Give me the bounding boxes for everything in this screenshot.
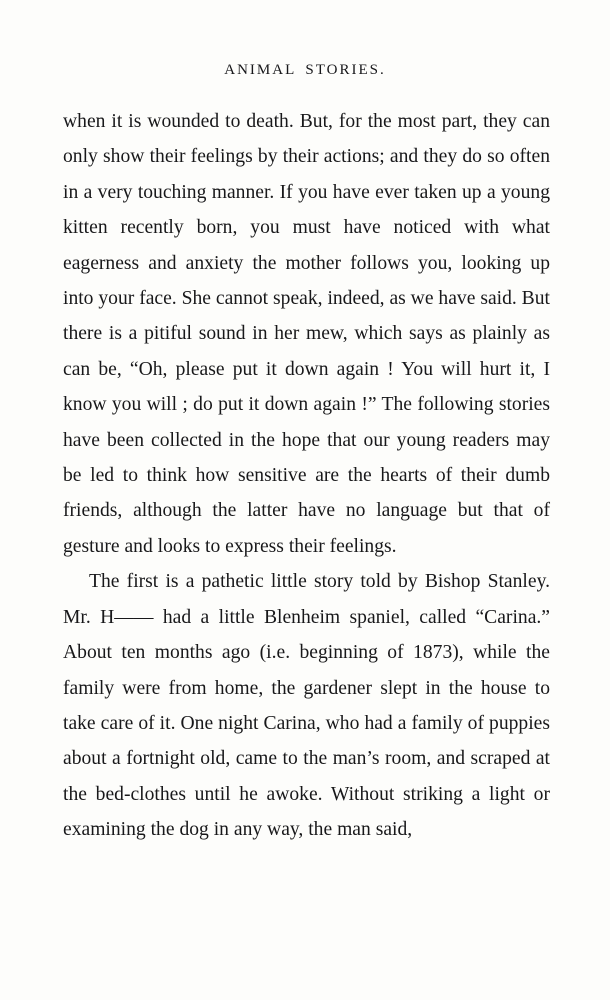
paragraph: when it is wounded to death. But, for the most part, they can only show their feelings by their actions; and they do so often in a very touching manner. If you have ever taken up a young kitten recently born, you must have noticed with what eagerness and anxiety the mother follows you, looking up into your face. She cannot speak, indeed, as we have said. But there is a pitiful sound in her mew, which says as plainly as can be, “Oh, please put it down again ! You will hurt it, I know you will ; do put it down again !” The following stories have been collected in the hope that our young readers may be led to think how sensitive are the hearts of their dumb friends, although the latter have no language but that of gesture and looks to express their feelings. (63, 111, 550, 557)
paragraph: The first is a pathetic little story told by Bishop Stanley. Mr. H—— had a little Blenheim spaniel, called “Carina.” About ten months ago (i.e. beginning of 1873), while the family were from home, the gardener slept in the house to take care of it. One night Carina, who had a family of puppies about a fortnight old, came to the man’s room, and scraped at the bed-clothes until he awoke. Without striking a light or examining the dog in any way, the man said, (63, 571, 550, 841)
page-body (63, 104, 550, 848)
running-head: ANIMAL STORIES. (224, 62, 386, 78)
